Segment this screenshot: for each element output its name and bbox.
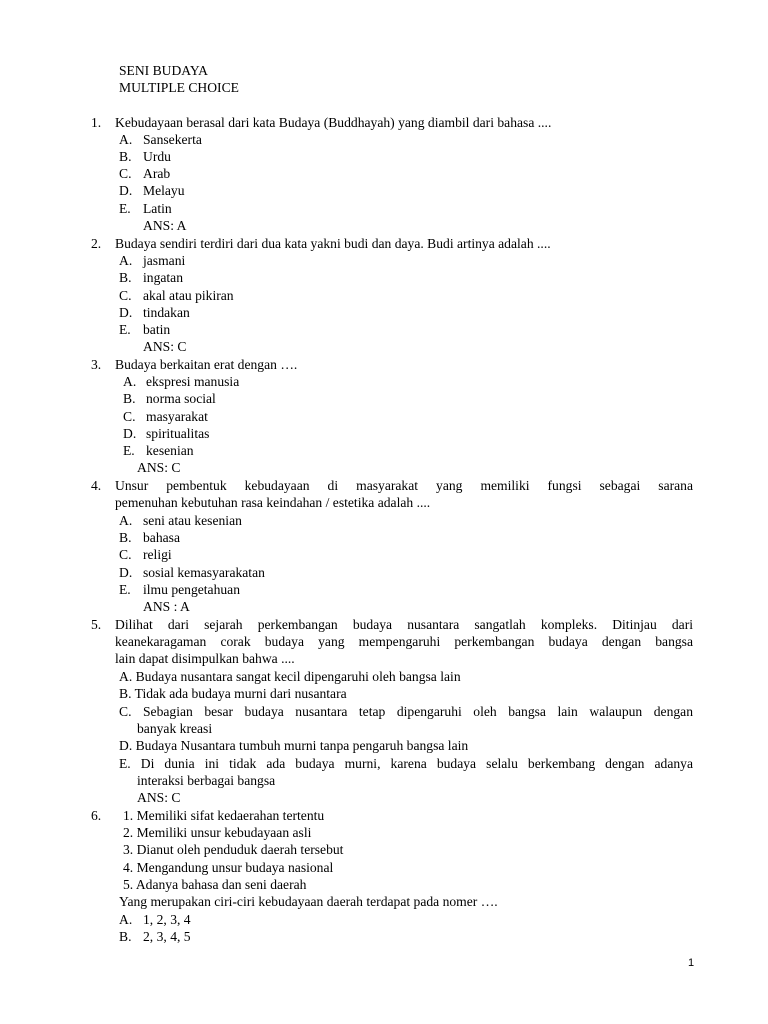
option-text: Urdu [143, 149, 171, 164]
option-letter: E. [119, 201, 131, 216]
option-letter: D. [119, 565, 133, 580]
option-e: E. Di dunia ini tidak ada budaya murni, karena budaya selalu berkembang dengan adanya [119, 756, 693, 771]
question-text-continued: lain dapat disimpulkan bahwa .... [115, 651, 295, 666]
list-item: 1. Memiliki sifat kedaerahan tertentu [123, 808, 325, 823]
question-text: Budaya berkaitan erat dengan …. [115, 357, 298, 372]
option-letter: B. [123, 391, 136, 406]
question-text: Kebudayaan berasal dari kata Budaya (Buddhayah) yang diambil dari bahasa .... [115, 115, 552, 130]
question-number: 2. [91, 236, 102, 251]
option-text: spiritualitas [146, 426, 210, 441]
option-text: religi [143, 547, 172, 562]
option-text: Melayu [143, 183, 185, 198]
answer-key: ANS: C [137, 790, 181, 805]
option-letter: B. [119, 929, 132, 944]
option-letter: A. [119, 132, 133, 147]
question-number: 3. [91, 357, 102, 372]
option-text: ekspresi manusia [146, 374, 240, 389]
option-b: B. Tidak ada budaya murni dari nusantara [119, 686, 347, 701]
option-letter: C. [123, 409, 136, 424]
answer-key: ANS: C [137, 460, 181, 475]
answer-key: ANS: C [143, 339, 187, 354]
option-e-continued: interaksi berbagai bangsa [137, 773, 276, 788]
question-text-continued: pemenuhan kebutuhan rasa keindahan / estetika adalah .... [115, 495, 431, 510]
question-text: Unsur pembentuk kebudayaan di masyarakat yang memiliki fungsi sebagai sarana [115, 478, 693, 493]
option-c-continued: banyak kreasi [137, 721, 213, 736]
option-letter: B. [119, 149, 132, 164]
question-text-continued: keanekaragaman corak budaya yang mempengaruhi perkembangan budaya dengan bangsa [115, 634, 693, 649]
option-text: Arab [143, 166, 171, 181]
option-letter: E. [123, 443, 135, 458]
doc-subtitle: MULTIPLE CHOICE [119, 80, 239, 95]
option-letter: D. [119, 305, 133, 320]
option-letter: B. [119, 530, 132, 545]
list-item: 5. Adanya bahasa dan seni daerah [123, 877, 307, 892]
doc-title: SENI BUDAYA [119, 63, 209, 78]
option-text: 2, 3, 4, 5 [143, 929, 191, 944]
list-item: 4. Mengandung unsur budaya nasional [123, 860, 334, 875]
question-text: Dilihat dari sejarah perkembangan budaya nusantara sangatlah kompleks. Ditinjau dari [115, 617, 693, 632]
option-letter: C. [119, 547, 132, 562]
option-letter: D. [119, 183, 133, 198]
option-text: Sansekerta [143, 132, 202, 147]
option-text: batin [143, 322, 171, 337]
option-letter: A. [123, 374, 137, 389]
option-text: bahasa [143, 530, 180, 545]
list-item: 2. Memiliki unsur kebudayaan asli [123, 825, 312, 840]
list-item: 3. Dianut oleh penduduk daerah tersebut [123, 842, 344, 857]
option-text: seni atau kesenian [143, 513, 242, 528]
question-number: 4. [91, 478, 102, 493]
option-text: sosial kemasyarakatan [143, 565, 265, 580]
option-text: norma social [146, 391, 216, 406]
option-text: masyarakat [146, 409, 208, 424]
option-text: akal atau pikiran [143, 288, 234, 303]
option-d: D. Budaya Nusantara tumbuh murni tanpa pengaruh bangsa lain [119, 738, 469, 753]
question-text: Yang merupakan ciri-ciri kebudayaan daerah terdapat pada nomer …. [119, 894, 498, 909]
option-text: ingatan [143, 270, 184, 285]
option-letter: A. [119, 513, 133, 528]
option-letter: B. [119, 270, 132, 285]
option-letter: A. [119, 912, 133, 927]
option-letter: A. [119, 253, 133, 268]
question-number: 5. [91, 617, 102, 632]
question-text: Budaya sendiri terdiri dari dua kata yakni budi dan daya. Budi artinya adalah .... [115, 236, 551, 251]
option-text: Latin [143, 201, 172, 216]
option-text: ilmu pengetahuan [143, 582, 241, 597]
option-text: 1, 2, 3, 4 [143, 912, 191, 927]
option-letter: C. [119, 166, 132, 181]
answer-key: ANS : A [143, 599, 190, 614]
answer-key: ANS: A [143, 218, 187, 233]
option-text: tindakan [143, 305, 190, 320]
option-c: C. Sebagian besar budaya nusantara tetap dipengaruhi oleh bangsa lain walaupun dengan [119, 704, 693, 719]
option-text: jasmani [143, 253, 186, 268]
page-number: 1 [688, 957, 695, 969]
option-text: kesenian [146, 443, 194, 458]
option-letter: E. [119, 582, 131, 597]
question-number: 6. [91, 808, 102, 823]
option-letter: C. [119, 288, 132, 303]
option-letter: D. [123, 426, 137, 441]
option-a: A. Budaya nusantara sangat kecil dipengaruhi oleh bangsa lain [119, 669, 461, 684]
question-number: 1. [91, 115, 102, 130]
option-letter: E. [119, 322, 131, 337]
